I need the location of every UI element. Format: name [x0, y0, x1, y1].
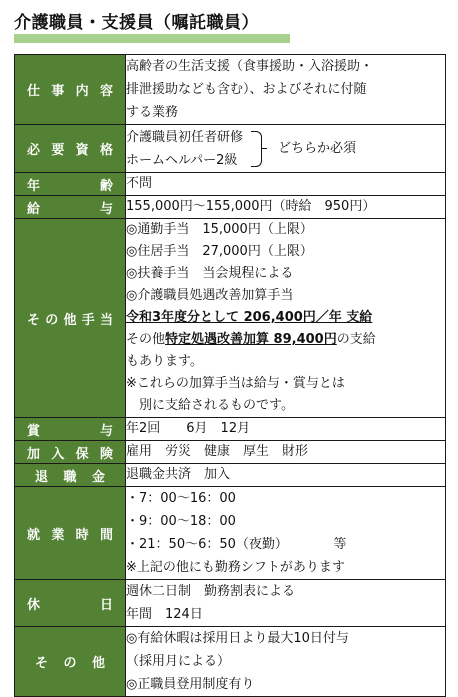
label-char: 賞 [27, 423, 41, 439]
allowance-line-5-post: の支給 [336, 332, 376, 347]
label-char: 与 [99, 423, 113, 439]
value-other [126, 627, 446, 697]
label-char: 給 [27, 201, 41, 217]
label-char: 日 [99, 597, 113, 613]
label-hours [15, 487, 126, 580]
allowance-line-3: ◎扶養手当 当会規程による [126, 266, 294, 281]
label-char: 与 [99, 201, 113, 217]
label-char: そ [27, 312, 41, 328]
title-underline-bar [14, 34, 290, 43]
holiday-line-1: 週休二日制 勤務割表による [126, 584, 296, 599]
label-char: 内 [75, 84, 89, 99]
label-char: 要 [51, 143, 65, 158]
value-holiday [126, 580, 446, 627]
table-row-qualification [15, 125, 446, 173]
label-char: 時 [75, 527, 89, 543]
label-insurance [15, 441, 126, 464]
page-title: 介護職員・支援員（嘱託職員） [14, 13, 259, 33]
label-bonus [15, 418, 126, 441]
label-char: 就 [27, 527, 41, 543]
value-qualification [126, 125, 446, 173]
label-char: 険 [99, 446, 113, 462]
insurance-line: 雇用 労災 健康 厚生 財形 [126, 444, 309, 459]
label-char: 容 [99, 84, 113, 99]
label-char: の [45, 312, 59, 328]
allowance-line-7: ※これらの加算手当は給与・賞与とは [126, 376, 345, 391]
other-line-2: （採用月による） [126, 654, 231, 669]
label-work [15, 55, 126, 125]
table-row-retirement [15, 464, 446, 487]
value-insurance [126, 441, 446, 464]
table-row-holiday [15, 580, 446, 627]
hours-line-4: ※上記の他にも勤務シフトがあります [126, 560, 345, 575]
label-char: 資 [75, 143, 89, 158]
label-char: の [63, 656, 77, 671]
label-char: 当 [99, 312, 113, 328]
label-qualification [15, 125, 126, 173]
label-char: 手 [81, 312, 95, 328]
table-row-salary [15, 196, 446, 219]
label-allowance [15, 219, 126, 418]
label-char: 入 [51, 446, 65, 462]
other-line-3: ◎正職員登用制度有り [126, 677, 255, 692]
work-line-1: 高齢者の生活支援（食事援助・入浴援助・ [126, 59, 374, 74]
work-line-2: 排泄援助なども含む）、およびそれに付随 [126, 82, 367, 97]
other-line-1: ◎有給休暇は採用日より最大10日付与 [126, 631, 349, 646]
label-char: 事 [51, 84, 65, 99]
value-age [126, 173, 446, 196]
brace-icon [251, 131, 262, 167]
label-char: 他 [91, 656, 105, 671]
hours-line-2: ・9：00～18：00 [126, 514, 236, 529]
label-age [15, 173, 126, 196]
allowance-line-4: ◎介護職員処遇改善加算手当 [126, 288, 294, 303]
table-row-hours [15, 487, 446, 580]
label-salary [15, 196, 126, 219]
allowance-line-5-pre: その他 [126, 332, 166, 347]
work-line-3: する業務 [126, 105, 179, 120]
label-char: 加 [27, 446, 41, 462]
table-row-other [15, 627, 446, 697]
age-line: 不問 [126, 176, 153, 191]
label-char: 仕 [27, 84, 41, 99]
allowance-highlight-2: 特定処遇改善加算 89,400円 [165, 332, 337, 347]
label-char: 他 [63, 312, 77, 328]
label-char: 格 [99, 143, 113, 158]
label-char: 間 [99, 527, 113, 543]
holiday-line-2: 年間 124日 [126, 607, 203, 622]
label-char: 必 [27, 143, 41, 158]
label-char: 職 [63, 469, 77, 485]
table-row-bonus [15, 418, 446, 441]
table-row-age [15, 173, 446, 196]
label-char: 保 [75, 446, 89, 462]
label-char: 齢 [99, 178, 113, 194]
table-row-work [15, 55, 446, 125]
label-retirement [15, 464, 126, 487]
qual-line-2: ホームヘルパー2級 [126, 152, 238, 168]
value-retirement [126, 464, 446, 487]
value-hours [126, 487, 446, 580]
label-char: そ [35, 656, 49, 671]
allowance-line-1: ◎通勤手当 15,000円（上限） [126, 222, 313, 237]
label-char: 金 [91, 469, 105, 485]
value-work [126, 55, 446, 125]
allowance-line-2: ◎住居手当 27,000円（上限） [126, 244, 313, 259]
label-other [15, 627, 126, 697]
qual-note: どちらか必須 [278, 141, 357, 156]
label-char: 業 [51, 527, 65, 543]
allowance-line-5 [126, 329, 445, 351]
hours-line-3: ・21：50～6：50（夜勤） 等 [126, 537, 347, 552]
qual-line-1: 介護職員初任者研修 [126, 129, 244, 145]
bonus-line: 年2回 6月 12月 [126, 421, 251, 436]
allowance-line-6: もあります。 [126, 354, 203, 369]
allowance-line-8: 別に支給されるものです。 [126, 398, 294, 413]
label-char: 年 [27, 178, 41, 194]
value-allowance [126, 219, 446, 418]
value-salary [126, 196, 446, 219]
hours-line-1: ・7：00～16：00 [126, 491, 236, 506]
retirement-line: 退職金共済 加入 [126, 467, 231, 482]
label-holiday [15, 580, 126, 627]
table-row-allowance [15, 219, 446, 418]
allowance-highlight-1: 令和3年度分として 206,400円／年 支給 [126, 310, 373, 325]
table-row-insurance [15, 441, 446, 464]
salary-line: 155,000円～155,000円（時給 950円） [126, 199, 376, 214]
value-bonus [126, 418, 446, 441]
job-info-table [14, 54, 446, 697]
label-char: 退 [35, 469, 49, 485]
label-char: 休 [27, 597, 41, 613]
